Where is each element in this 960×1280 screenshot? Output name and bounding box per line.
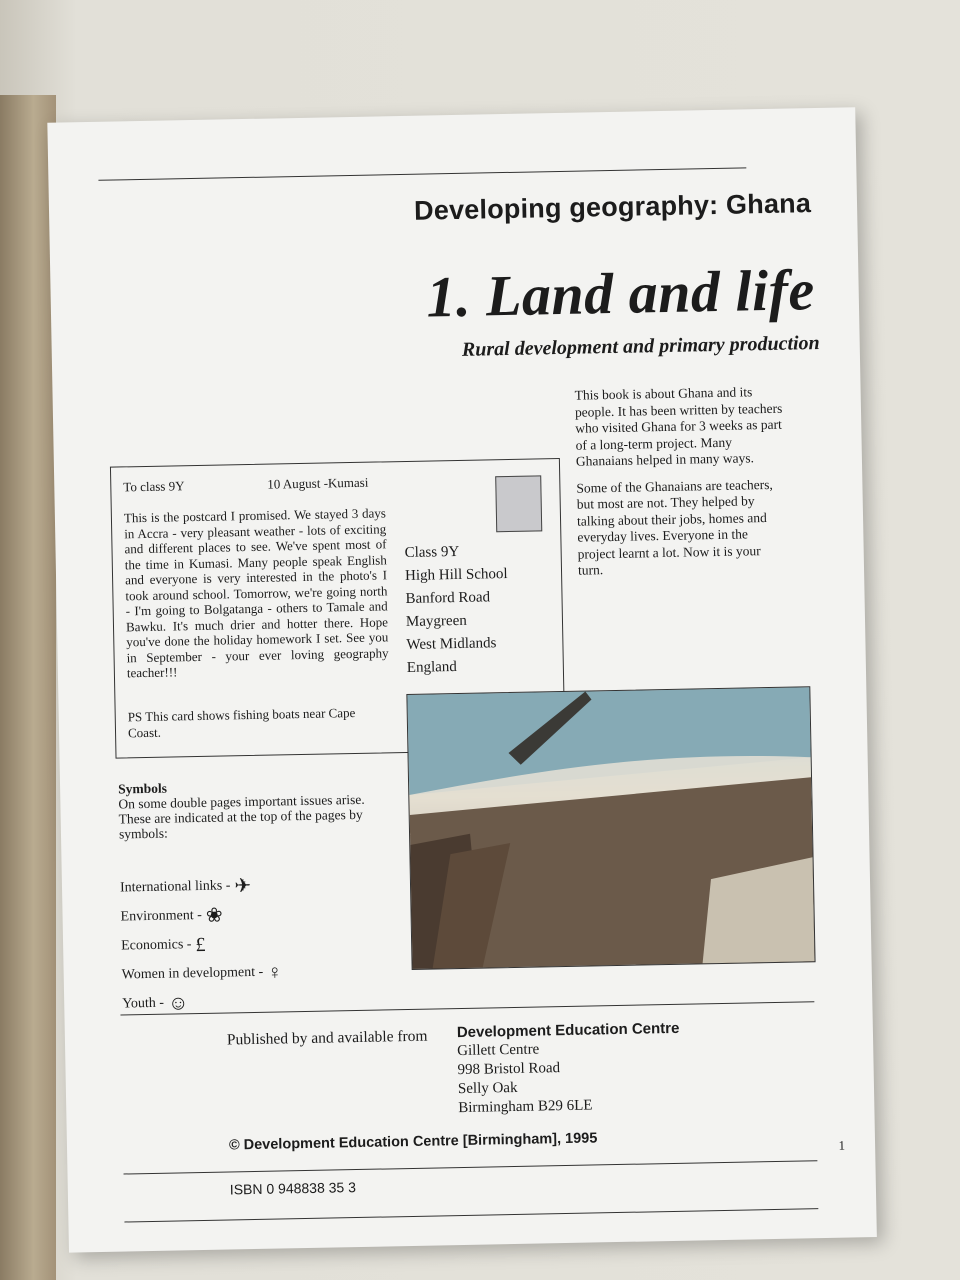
page-number: 1 xyxy=(838,1137,846,1153)
symbols-text: On some double pages important issues arise. These are indicated at the top of the pages by symbols: xyxy=(118,791,365,842)
intro-paragraph-1: This book is about Ghana and its people. It has been written by teachers who visited Ghana for 3 weeks as part of a long-term project. Many Ghanaians helped in many ways. xyxy=(574,384,783,469)
stamp-box xyxy=(495,475,542,532)
intro-paragraph-2: Some of the Ghanaians are teachers, but most are not. They helped by talking about their jobs, homes and everyday lives. Everyone in the project learnt a lot. Now it is your turn. xyxy=(576,476,773,578)
address-line: Class 9Y xyxy=(404,543,460,562)
top-rule xyxy=(98,167,746,180)
postcard-to: To class 9Y xyxy=(123,478,185,495)
fishing-boats-photo xyxy=(406,686,815,970)
symbol-item xyxy=(120,899,281,931)
symbol-label: Economics - xyxy=(120,936,192,954)
publisher-label: Published by and available from xyxy=(226,1027,428,1049)
airplane-icon: ✈ xyxy=(234,874,252,897)
publisher-address-line: Birmingham B29 6LE xyxy=(458,1097,593,1117)
photo-illustration xyxy=(407,687,814,969)
symbol-label: Youth - xyxy=(122,995,165,1012)
page-title: 1. Land and life xyxy=(425,257,816,330)
symbol-label: Environment - xyxy=(120,907,202,925)
publisher-address-line: Gillett Centre xyxy=(457,1041,540,1060)
symbol-item xyxy=(121,957,282,989)
publisher-address-line: 998 Bristol Road xyxy=(457,1060,561,1079)
intro-text xyxy=(575,384,789,589)
address-line: Banford Road xyxy=(405,589,491,607)
smiley-icon: ☺ xyxy=(167,991,189,1015)
postcard-address xyxy=(404,540,509,680)
postcard-ps: PS This card shows fishing boats near Cape Coast. xyxy=(127,704,356,741)
book-page xyxy=(47,107,877,1252)
postcard-message: This is the postcard I promised. We stayed 3 days in Accra - very pleasant weather - lots of exciting and different places to see. We've spent most of the time in Kumasi. Many people speak English and everyone is very interested in the photo's I took around school. Tomorrow, we're going north - I'm going to Bolgatanga - others to Tamale and Bawku. It's much drier and hotter there. Hope you've done the holiday homework I set. See you in September - your ever loving geography teacher!!! xyxy=(123,505,389,681)
pound-icon: £ xyxy=(195,933,206,956)
symbol-item xyxy=(121,928,282,960)
address-line: Maygreen xyxy=(405,612,467,630)
page-subtitle: Rural development and primary production xyxy=(461,331,820,361)
address-line: High Hill School xyxy=(404,566,508,584)
isbn: ISBN 0 948838 35 3 xyxy=(229,1179,357,1198)
symbol-label: International links - xyxy=(119,877,231,896)
symbols-heading: Symbols xyxy=(117,780,168,797)
symbol-label: Women in development - xyxy=(121,964,264,983)
female-icon: ♀ xyxy=(267,960,283,984)
flower-icon: ❀ xyxy=(205,904,223,927)
address-line: West Midlands xyxy=(406,635,497,653)
footer-rule xyxy=(124,1208,818,1222)
book-spine xyxy=(0,95,56,1280)
publisher-org: Development Education Centre xyxy=(456,1019,680,1042)
copyright-notice: © Development Education Centre [Birmingham], 1995 xyxy=(228,1130,598,1154)
bottom-rule xyxy=(124,1160,818,1174)
symbols-intro xyxy=(118,776,399,841)
publisher-block xyxy=(457,1019,681,1118)
series-title: Developing geography: Ghana xyxy=(413,188,812,226)
symbol-item xyxy=(120,870,281,902)
publisher-address-line: Selly Oak xyxy=(457,1079,518,1098)
postcard-date: 10 August -Kumasi xyxy=(267,474,369,492)
address-line: England xyxy=(406,659,458,676)
symbols-list xyxy=(120,870,283,1018)
